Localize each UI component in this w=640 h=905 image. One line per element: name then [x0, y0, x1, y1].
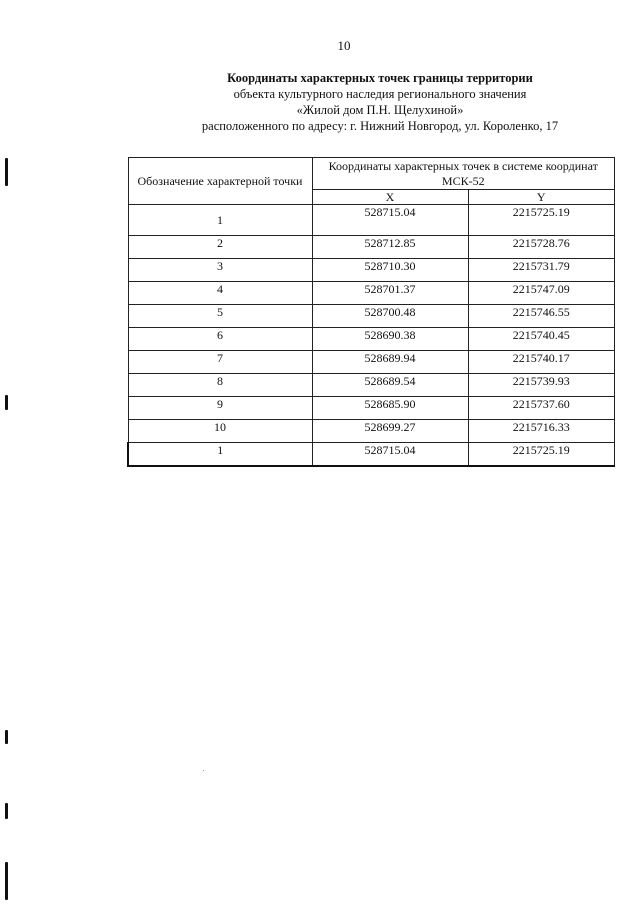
table-row — [128, 205, 615, 236]
x-cell: 528700.48 — [312, 305, 468, 328]
point-cell: 10 — [128, 420, 312, 443]
point-cell: 1 — [128, 443, 312, 467]
x-cell: 528715.04 — [312, 205, 468, 236]
scan-margin-mark — [5, 158, 8, 186]
table-row — [128, 351, 615, 374]
x-cell: 528689.54 — [312, 374, 468, 397]
point-cell: 3 — [128, 259, 312, 282]
scan-speck — [203, 770, 204, 771]
x-cell: 528715.04 — [312, 443, 468, 467]
point-cell: 5 — [128, 305, 312, 328]
scan-margin-mark — [5, 803, 8, 819]
table-row — [128, 443, 615, 467]
point-cell: 8 — [128, 374, 312, 397]
column-header-y: Y — [468, 190, 615, 205]
column-header-x: X — [312, 190, 468, 205]
y-cell: 2215731.79 — [468, 259, 615, 282]
y-cell: 2215728.76 — [468, 236, 615, 259]
page-number: 10 — [337, 38, 351, 53]
table-row — [128, 420, 615, 443]
y-cell: 2215737.60 — [468, 397, 615, 420]
point-cell: 7 — [128, 351, 312, 374]
table-row — [128, 374, 615, 397]
x-cell: 528689.94 — [312, 351, 468, 374]
x-cell: 528699.27 — [312, 420, 468, 443]
y-cell: 2215716.33 — [468, 420, 615, 443]
y-cell: 2215725.19 — [468, 443, 615, 467]
x-cell: 528701.37 — [312, 282, 468, 305]
point-cell: 1 — [128, 205, 312, 236]
point-cell: 4 — [128, 282, 312, 305]
x-cell: 528685.90 — [312, 397, 468, 420]
column-header-coordinates: Координаты характерных точек в системе координат МСК-52 — [312, 158, 615, 190]
scan-margin-mark — [5, 862, 8, 900]
x-cell: 528710.30 — [312, 259, 468, 282]
point-cell: 6 — [128, 328, 312, 351]
y-cell: 2215747.09 — [468, 282, 615, 305]
table-row — [128, 397, 615, 420]
table-row — [128, 259, 615, 282]
point-cell: 9 — [128, 397, 312, 420]
point-cell: 2 — [128, 236, 312, 259]
heading-object-name: «Жилой дом П.Н. Щелухиной» — [296, 103, 464, 117]
y-cell: 2215739.93 — [468, 374, 615, 397]
y-cell: 2215725.19 — [468, 205, 615, 236]
table-row — [128, 282, 615, 305]
column-header-point: Обозначение характерной точки — [128, 158, 312, 205]
heading-address: расположенного по адресу: г. Нижний Новгород, ул. Короленко, 17 — [201, 119, 559, 133]
scan-margin-mark — [5, 730, 8, 744]
document-heading — [120, 70, 640, 134]
table-row — [128, 236, 615, 259]
heading-title: Координаты характерных точек границы территории — [227, 71, 533, 85]
scan-margin-mark — [5, 395, 8, 410]
table-row — [128, 328, 615, 351]
y-cell: 2215746.55 — [468, 305, 615, 328]
y-cell: 2215740.17 — [468, 351, 615, 374]
table-row — [128, 305, 615, 328]
heading-subtitle: объекта культурного наследия регионального значения — [233, 87, 527, 101]
coordinates-table — [127, 157, 615, 467]
y-cell: 2215740.45 — [468, 328, 615, 351]
x-cell: 528690.38 — [312, 328, 468, 351]
x-cell: 528712.85 — [312, 236, 468, 259]
